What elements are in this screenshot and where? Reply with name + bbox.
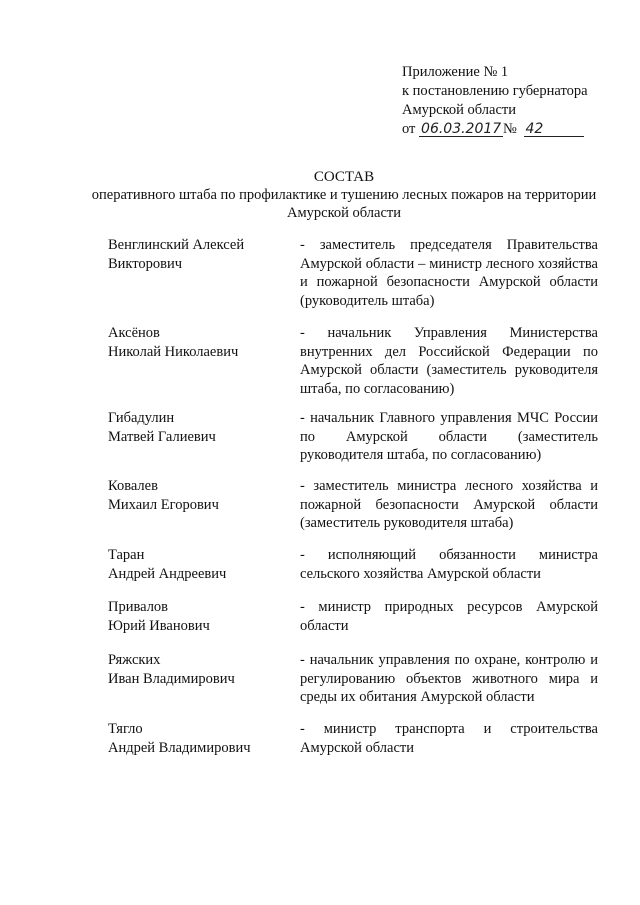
member-role: - заместитель председателя Правительства Амурской области – министр лесного хозяйства и пожарной безопасности Амурской области (руководитель штаба) xyxy=(300,237,598,309)
member-role: - заместитель министра лесного хозяйства и пожарной безопасности Амурской области (заместитель руководителя штаба) xyxy=(300,478,598,531)
handwritten-number: 42 xyxy=(524,122,584,137)
from-label: от xyxy=(402,121,416,137)
member-role: - начальник Управления Министерства внутренних дел Российской Федерации по Амурской области (заместитель руководителя штаба, по согласованию) xyxy=(300,325,598,397)
member-name xyxy=(108,409,288,447)
member-role: - министр природных ресурсов Амурской области xyxy=(300,599,598,634)
member-name xyxy=(108,236,288,274)
member-surname: Ряжских xyxy=(108,652,161,668)
annex-date-line xyxy=(402,120,612,139)
document-title: СОСТАВ xyxy=(313,169,375,185)
document-subtitle: оперативного штаба по профилактике и тушению лесных пожаров на территории Амурской области xyxy=(91,187,597,221)
member-role: - исполняющий обязанности министра сельского хозяйства Амурской области xyxy=(300,547,598,582)
member-role: - начальник управления по охране, контролю и регулированию объектов животного мира и среды их обитания Амурской области xyxy=(300,652,598,705)
handwritten-date: 06.03.2017 xyxy=(421,121,502,137)
member-name xyxy=(108,477,288,515)
member-name xyxy=(108,598,288,636)
member-name xyxy=(108,720,288,758)
member-role: - министр транспорта и строительства Амурской области xyxy=(300,721,598,756)
member-patronymic: Иван Владимирович xyxy=(108,671,235,687)
member-patronymic: Андрей Владимирович xyxy=(108,740,251,756)
member-surname: Венглинский Алексей xyxy=(108,237,245,253)
member-name xyxy=(108,324,288,362)
member-surname: Тягло xyxy=(108,721,143,737)
member-patronymic: Викторович xyxy=(108,256,183,272)
member-surname: Гибадулин xyxy=(108,410,175,426)
member-patronymic: Андрей Андреевич xyxy=(108,566,227,582)
member-surname: Ковалев xyxy=(108,478,158,494)
member-patronymic: Михаил Егорович xyxy=(108,497,219,513)
member-role: - начальник Главного управления МЧС России по Амурской области (заместитель руководителя штаба, по согласованию) xyxy=(300,410,598,463)
member-surname: Таран xyxy=(108,547,145,563)
member-patronymic: Николай Николаевич xyxy=(108,344,239,360)
member-name xyxy=(108,651,288,689)
member-surname: Привалов xyxy=(108,599,169,615)
annex-region: Амурской области xyxy=(402,102,516,118)
member-patronymic: Матвей Галиевич xyxy=(108,429,216,445)
annex-header xyxy=(402,63,612,139)
member-patronymic: Юрий Иванович xyxy=(108,618,210,634)
number-label: № xyxy=(503,121,517,137)
annex-title: Приложение № 1 xyxy=(402,64,509,80)
annex-reference: к постановлению губернатора xyxy=(402,83,588,99)
member-surname: Аксёнов xyxy=(108,325,160,341)
member-name xyxy=(108,546,288,584)
